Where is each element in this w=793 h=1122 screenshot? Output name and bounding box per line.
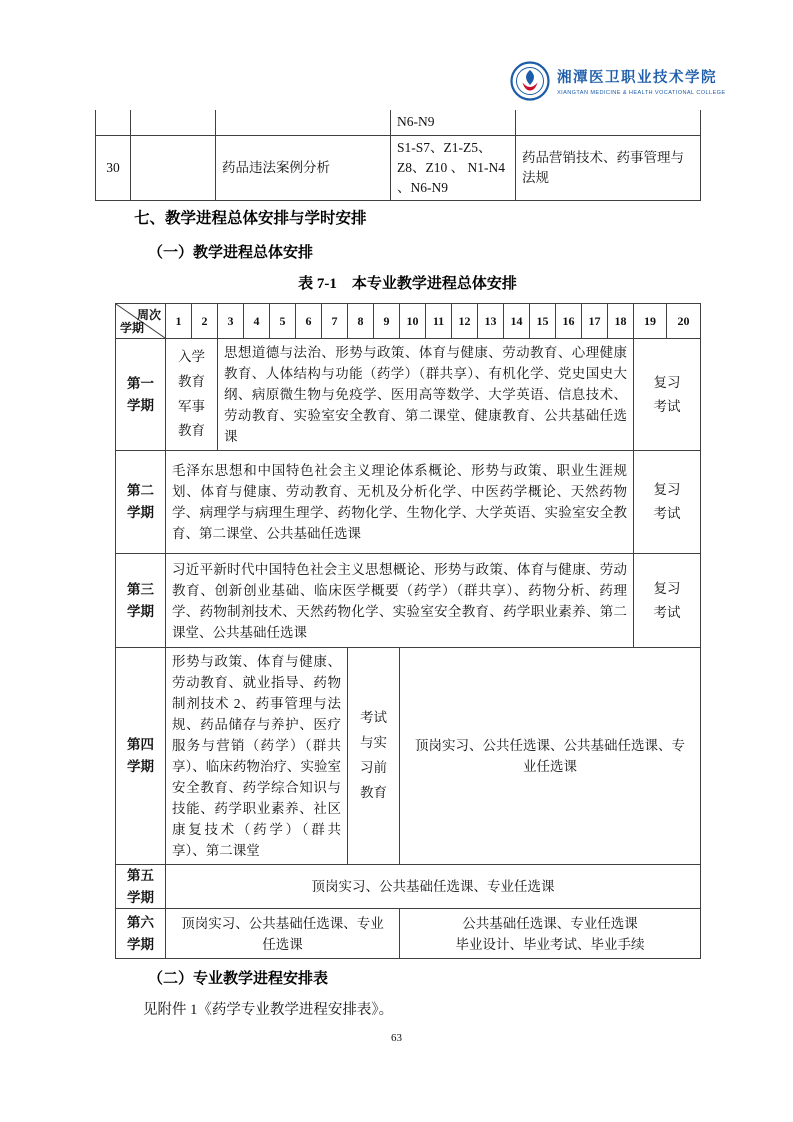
college-name-block [557, 66, 726, 96]
exam-cell: 复习考试 [634, 339, 701, 451]
courses-cell: 毛泽东思想和中国特色社会主义理论体系概论、形势与政策、职业生涯规划、体育与健康、劳动教育、无机及分析化学、中医药学概论、天然药物学、病理学与病理生理学、药物化学、生物化学、大学英语、实验室安全教育、第二课堂、公共基础任选课 [166, 451, 634, 554]
week-number: 14 [504, 304, 530, 339]
empty-cell [516, 110, 701, 135]
corner-week-label: 周次 [136, 308, 161, 322]
internship-cell: 顶岗实习、公共任选课、公共基础任选课、专业任选课 [400, 648, 701, 865]
week-number: 4 [244, 304, 270, 339]
week-number: 10 [400, 304, 426, 339]
subsection-heading-2: （二）专业教学进程安排表 [148, 970, 329, 987]
subsection-heading-1: （一）教学进程总体安排 [148, 244, 314, 261]
semester-2-row [116, 451, 701, 554]
teaching-schedule-table [115, 303, 701, 959]
corner-semester-label: 学期 [120, 321, 145, 335]
courses-cell: 思想道德与法治、形势与政策、体育与健康、劳动教育、心理健康教育、人体结构与功能（药学）（群共享）、有机化学、党史国史大纲、病原微生物与免疫学、医用高等数学、大学英语、信息技术、劳动教育、实验室安全教育、第二课堂、健康教育、公共基础任选课 [218, 339, 634, 451]
semester-label: 第三学期 [116, 554, 166, 648]
sequence-number-cell: 30 [96, 135, 131, 200]
exam-cell: 复习考试 [634, 554, 701, 648]
semester-5-row [116, 865, 701, 909]
week-number: 16 [556, 304, 582, 339]
related-courses-cell: 药品营销技术、药事管理与法规 [516, 135, 701, 200]
week-number: 20 [667, 304, 701, 339]
internship-cell: 顶岗实习、公共基础任选课、专业任选课 [166, 909, 400, 959]
semester-label: 第一学期 [116, 339, 166, 451]
graduation-line-2: 毕业设计、毕业考试、毕业手续 [455, 936, 645, 952]
semester-3-row [116, 554, 701, 648]
schedule-table-title: 表 7-1 本专业教学进程总体安排 [298, 276, 517, 292]
week-number: 1 [166, 304, 192, 339]
week-number: 15 [530, 304, 556, 339]
week-number: 2 [192, 304, 218, 339]
semester-label: 第六学期 [116, 909, 166, 959]
empty-cell [216, 110, 391, 135]
table-row [96, 135, 701, 200]
attachment-note: 见附件 1《药学专业教学进程安排表》。 [143, 1002, 394, 1018]
semester-4-row [116, 648, 701, 865]
week-number: 13 [478, 304, 504, 339]
week-number: 18 [608, 304, 634, 339]
courses-cell: 习近平新时代中国特色社会主义思想概论、形势与政策、体育与健康、劳动教育、创新创业基础、临床医学概要（药学）（群共享）、药物分析、药理学、药物制剂技术、天然药物化学、实验室安全教育、药学职业素养、第二课堂、公共基础任选课 [166, 554, 634, 648]
topic-cell: 药品违法案例分析 [216, 135, 391, 200]
exam-cell: 复习考试 [634, 451, 701, 554]
semester-label: 第二学期 [116, 451, 166, 554]
semester-6-row [116, 909, 701, 959]
week-number: 11 [426, 304, 452, 339]
empty-cell [131, 135, 216, 200]
orientation-cell: 入学教育军事教育 [166, 339, 218, 451]
table-row [96, 110, 701, 135]
week-number: 19 [634, 304, 667, 339]
corner-cell [116, 304, 166, 339]
semester-1-row [116, 339, 701, 451]
graduation-line-1: 公共基础任选课、专业任选课 [462, 915, 638, 931]
week-number: 12 [452, 304, 478, 339]
week-number: 17 [582, 304, 608, 339]
semester-label: 第五学期 [116, 865, 166, 909]
college-emblem-icon [510, 61, 550, 101]
pre-internship-exam-cell: 考试与实习前教育 [348, 648, 400, 865]
courses-cell: 形势与政策、体育与健康、劳动教育、就业指导、药物制剂技术 2、药事管理与法规、药品储存与养护、医疗服务与营销（药学）（群共享）、临床药物治疗、实验室安全教育、药学综合知识与技能、药学职业素养、社区康复技术（药学）（群共享）、第二课堂 [166, 648, 348, 865]
codes-cell: S1-S7、Z1-Z5、Z8、Z10 、 N1-N4 、N6-N9 [391, 135, 516, 200]
section-heading: 七、教学进程总体安排与学时安排 [134, 210, 367, 227]
week-number: 7 [322, 304, 348, 339]
graduation-cell [400, 909, 701, 959]
course-case-table [95, 110, 701, 201]
college-name-cn: 湘潭医卫职业技术学院 [557, 70, 717, 86]
code-cell: N6-N9 [391, 110, 516, 135]
week-number: 3 [218, 304, 244, 339]
college-name-en: XIANGTAN MEDICINE & HEALTH VOCATIONAL COLLEGE [557, 90, 726, 96]
week-number: 5 [270, 304, 296, 339]
week-number: 9 [374, 304, 400, 339]
empty-cell [96, 110, 131, 135]
week-number: 8 [348, 304, 374, 339]
week-number: 6 [296, 304, 322, 339]
page-number: 63 [391, 1032, 402, 1044]
college-logo [510, 61, 726, 101]
schedule-header-row [116, 304, 701, 339]
semester-label: 第四学期 [116, 648, 166, 865]
internship-cell: 顶岗实习、公共基础任选课、专业任选课 [166, 865, 701, 909]
empty-cell [131, 110, 216, 135]
